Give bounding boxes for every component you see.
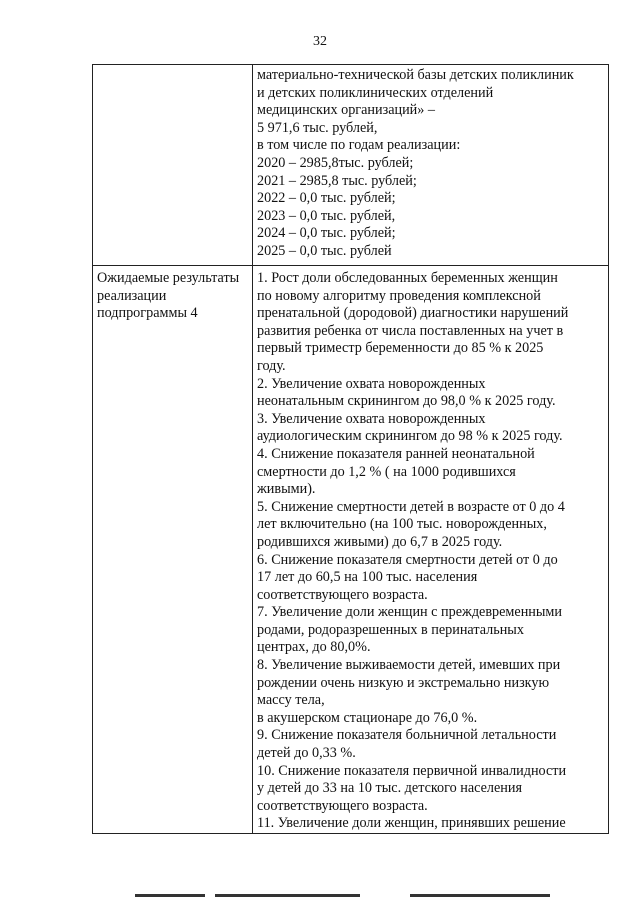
text-line: детей до 0,33 %. — [257, 745, 356, 762]
text-line: соответствующего возраста. — [257, 797, 428, 814]
text-line: 2020 – 2985,8тыс. рублей; — [257, 154, 414, 171]
text-line: 5 971,6 тыс. рублей, — [257, 119, 378, 136]
text-line: первый триместр беременности до 85 % к 2025 — [257, 340, 544, 357]
text-line: году. — [257, 357, 286, 374]
text-line: массу тела, — [257, 692, 325, 709]
text-line: соответствующего возраста. — [257, 586, 428, 603]
text-line: 2. Увеличение охвата новорожденных — [257, 375, 486, 392]
text-line: центрах, до 80,0%. — [257, 639, 371, 656]
text-line: подпрограммы 4 — [97, 305, 198, 322]
text-line: и детских поликлинических отделений — [257, 84, 494, 101]
row-1-right-cell — [253, 65, 609, 266]
text-line: неонатальным скринингом до 98,0 % к 2025 году. — [257, 393, 556, 410]
text-line: аудиологическим скринингом до 98 % к 2025 году. — [257, 428, 563, 445]
text-line: 7. Увеличение доли женщин с преждевременными — [257, 604, 562, 621]
text-line: 8. Увеличение выживаемости детей, имевших при — [257, 657, 561, 674]
text-line: живыми). — [257, 481, 316, 498]
text-line: 2024 – 0,0 тыс. рублей; — [257, 225, 396, 242]
text-line: родами, родоразрешенных в перинатальных — [257, 621, 524, 638]
text-line: 2023 – 0,0 тыс. рублей, — [257, 207, 396, 224]
row-1-left-cell — [93, 65, 253, 266]
text-line: смертности до 1,2 % ( на 1000 родившихся — [257, 463, 516, 480]
text-line: реализации — [97, 287, 167, 304]
text-line: 2022 – 0,0 тыс. рублей; — [257, 190, 396, 207]
text-line: в акушерском стационаре до 76,0 %. — [257, 709, 478, 726]
text-line: родившихся живыми) до 6,7 в 2025 году. — [257, 533, 503, 550]
text-line: 1. Рост доли обследованных беременных женщин — [257, 270, 558, 286]
text-line: рождении очень низкую и экстремально низкую — [257, 674, 550, 691]
text-line: лет включительно (на 100 тыс. новорожденных, — [257, 516, 547, 533]
table-row-expected-results — [93, 266, 609, 834]
text-line: 2021 – 2985,8 тыс. рублей; — [257, 172, 417, 189]
text-line: 9. Снижение показателя больничной летальности — [257, 727, 557, 744]
text-line: в том числе по годам реализации: — [257, 137, 461, 154]
text-line: Ожидаемые результаты — [97, 270, 240, 286]
text-line: у детей до 33 на 10 тыс. детского населения — [257, 780, 522, 797]
page-number: 32 — [313, 34, 327, 49]
bottom-scan-mark — [30, 894, 630, 897]
text-line: развития ребенка от числа поставленных на учет в — [257, 322, 564, 339]
text-line: 2025 – 0,0 тыс. рублей — [257, 242, 392, 259]
text-line: медицинских организаций» – — [257, 102, 436, 119]
text-line: 11. Увеличение доли женщин, принявших решение — [257, 815, 566, 832]
text-line: 5. Снижение смертности детей в возрасте от 0 до 4 — [257, 498, 565, 515]
text-line: 4. Снижение показателя ранней неонатальной — [257, 445, 535, 462]
text-line: 10. Снижение показателя первичной инвалидности — [257, 762, 567, 779]
text-line: 17 лет до 60,5 на 100 тыс. населения — [257, 569, 478, 586]
text-line: материально-технической базы детских поликлиник — [257, 67, 574, 83]
text-line: 6. Снижение показателя смертности детей от 0 до — [257, 551, 558, 568]
row-2-right-cell — [253, 266, 609, 834]
program-table — [92, 64, 609, 834]
row-2-left-cell — [93, 266, 253, 834]
table-row-funding — [93, 65, 609, 266]
text-line: 3. Увеличение охвата новорожденных — [257, 410, 486, 427]
text-line: пренатальной (дородовой) диагностики нарушений — [257, 305, 569, 322]
text-line: по новому алгоритму проведения комплексной — [257, 287, 541, 304]
